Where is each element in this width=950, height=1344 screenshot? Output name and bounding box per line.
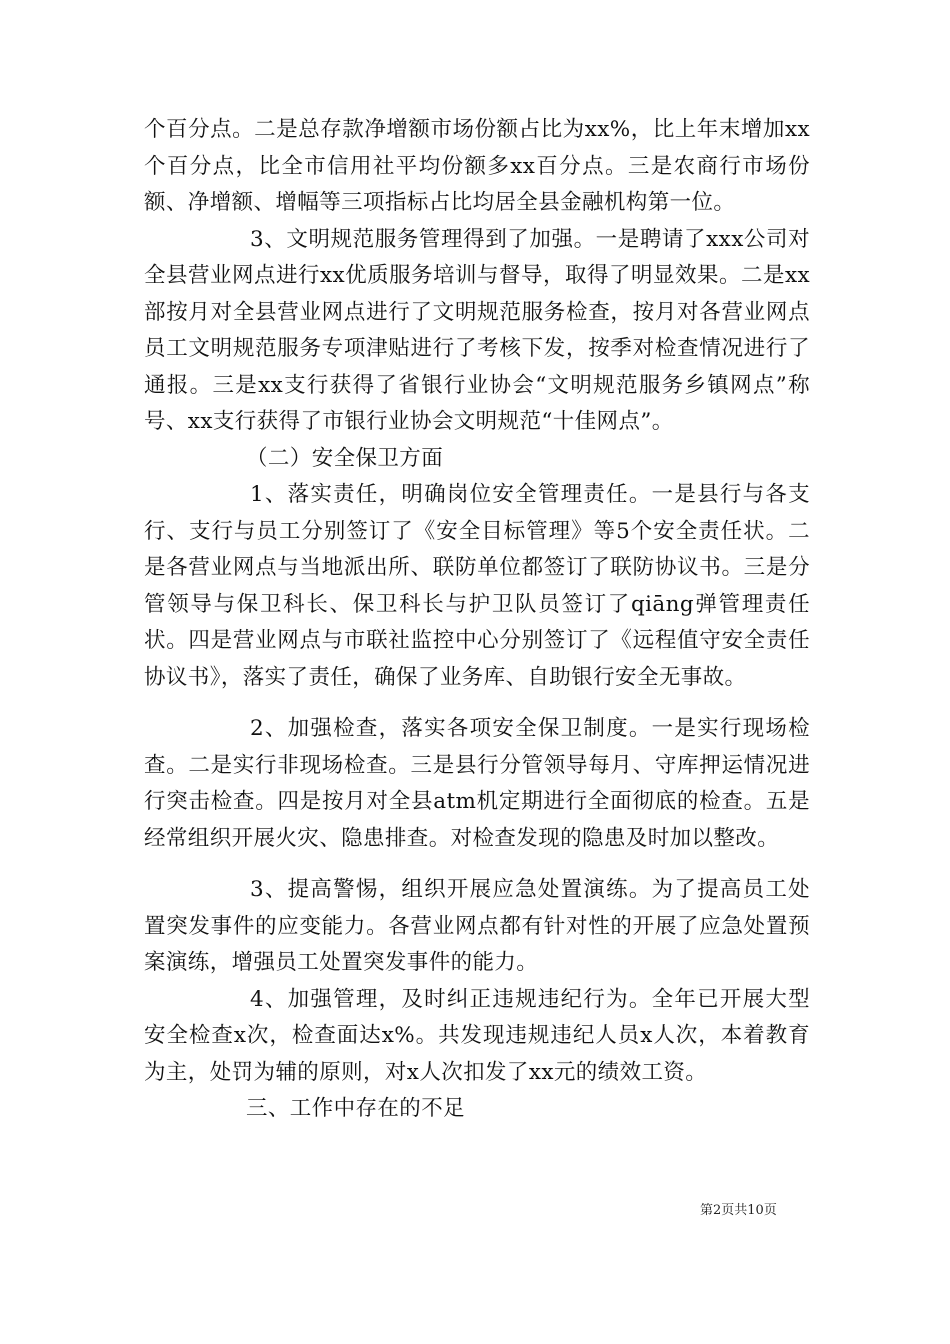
paragraph-security-responsibility: 1、落实责任，明确岗位安全管理责任。一是县行与各支行、支行与员工分别签订了《安全目标管理》等5个安全责任状。二是各营业网点与当地派出所、联防单位都签订了联防协议书。三是分管领导与保卫科长、保卫科长与护卫队员签订了qiāng弹管理责任状。四是营业网点与市联社监控中心分别签订了《远程值守安全责任协议书》，落实了责任，确保了业务库、自助银行安全无事故。: [144, 482, 810, 690]
paragraph-market-share: 个百分点。二是总存款净增额市场份额占比为xx%，比上年末增加xx个百分点，比全市信用社平均份额多xx百分点。三是农商行市场份额、净增额、增幅等三项指标占比均居全县金融机构第一位。: [144, 117, 810, 215]
paragraph-civilized-service: 3、文明规范服务管理得到了加强。一是聘请了xxx公司对全县营业网点进行xx优质服务培训与督导，取得了明显效果。二是xx部按月对全县营业网点进行了文明规范服务检查，按月对各营业网点员工文明规范服务专项津贴进行了考核下发，按季对检查情况进行了通报。三是xx支行获得了省银行业协会“文明规范服务乡镇网点”称号、xx支行获得了市银行业协会文明规范“十佳网点”。: [144, 226, 810, 434]
paragraph-violation-management: 4、加强管理，及时纠正违规违纪行为。全年已开展大型安全检查x次，检查面达x%。共发现违规违纪人员x人次，本着教育为主，处罚为辅的原则，对x人次扣发了xx元的绩效工资。: [144, 986, 810, 1085]
section-heading-shortcomings: 三、工作中存在的不足: [246, 1096, 466, 1121]
document-body: [144, 112, 810, 1128]
page-number: 第2页共10页: [700, 1203, 777, 1218]
section-heading-security: （二）安全保卫方面: [246, 445, 444, 471]
paragraph-emergency-drill: 3、提高警惕，组织开展应急处置演练。为了提高员工处置突发事件的应变能力。各营业网点都有针对性的开展了应急处置预案演练，增强员工处置突发事件的能力。: [144, 877, 810, 975]
paragraph-security-inspection: 2、加强检查，落实各项安全保卫制度。一是实行现场检查。二是实行非现场检查。三是县行分管领导每月、守库押运情况进行突击检查。四是按月对全县atm机定期进行全面彻底的检查。五是经常组织开展火灾、隐患排查。对检查发现的隐患及时加以整改。: [144, 716, 810, 851]
